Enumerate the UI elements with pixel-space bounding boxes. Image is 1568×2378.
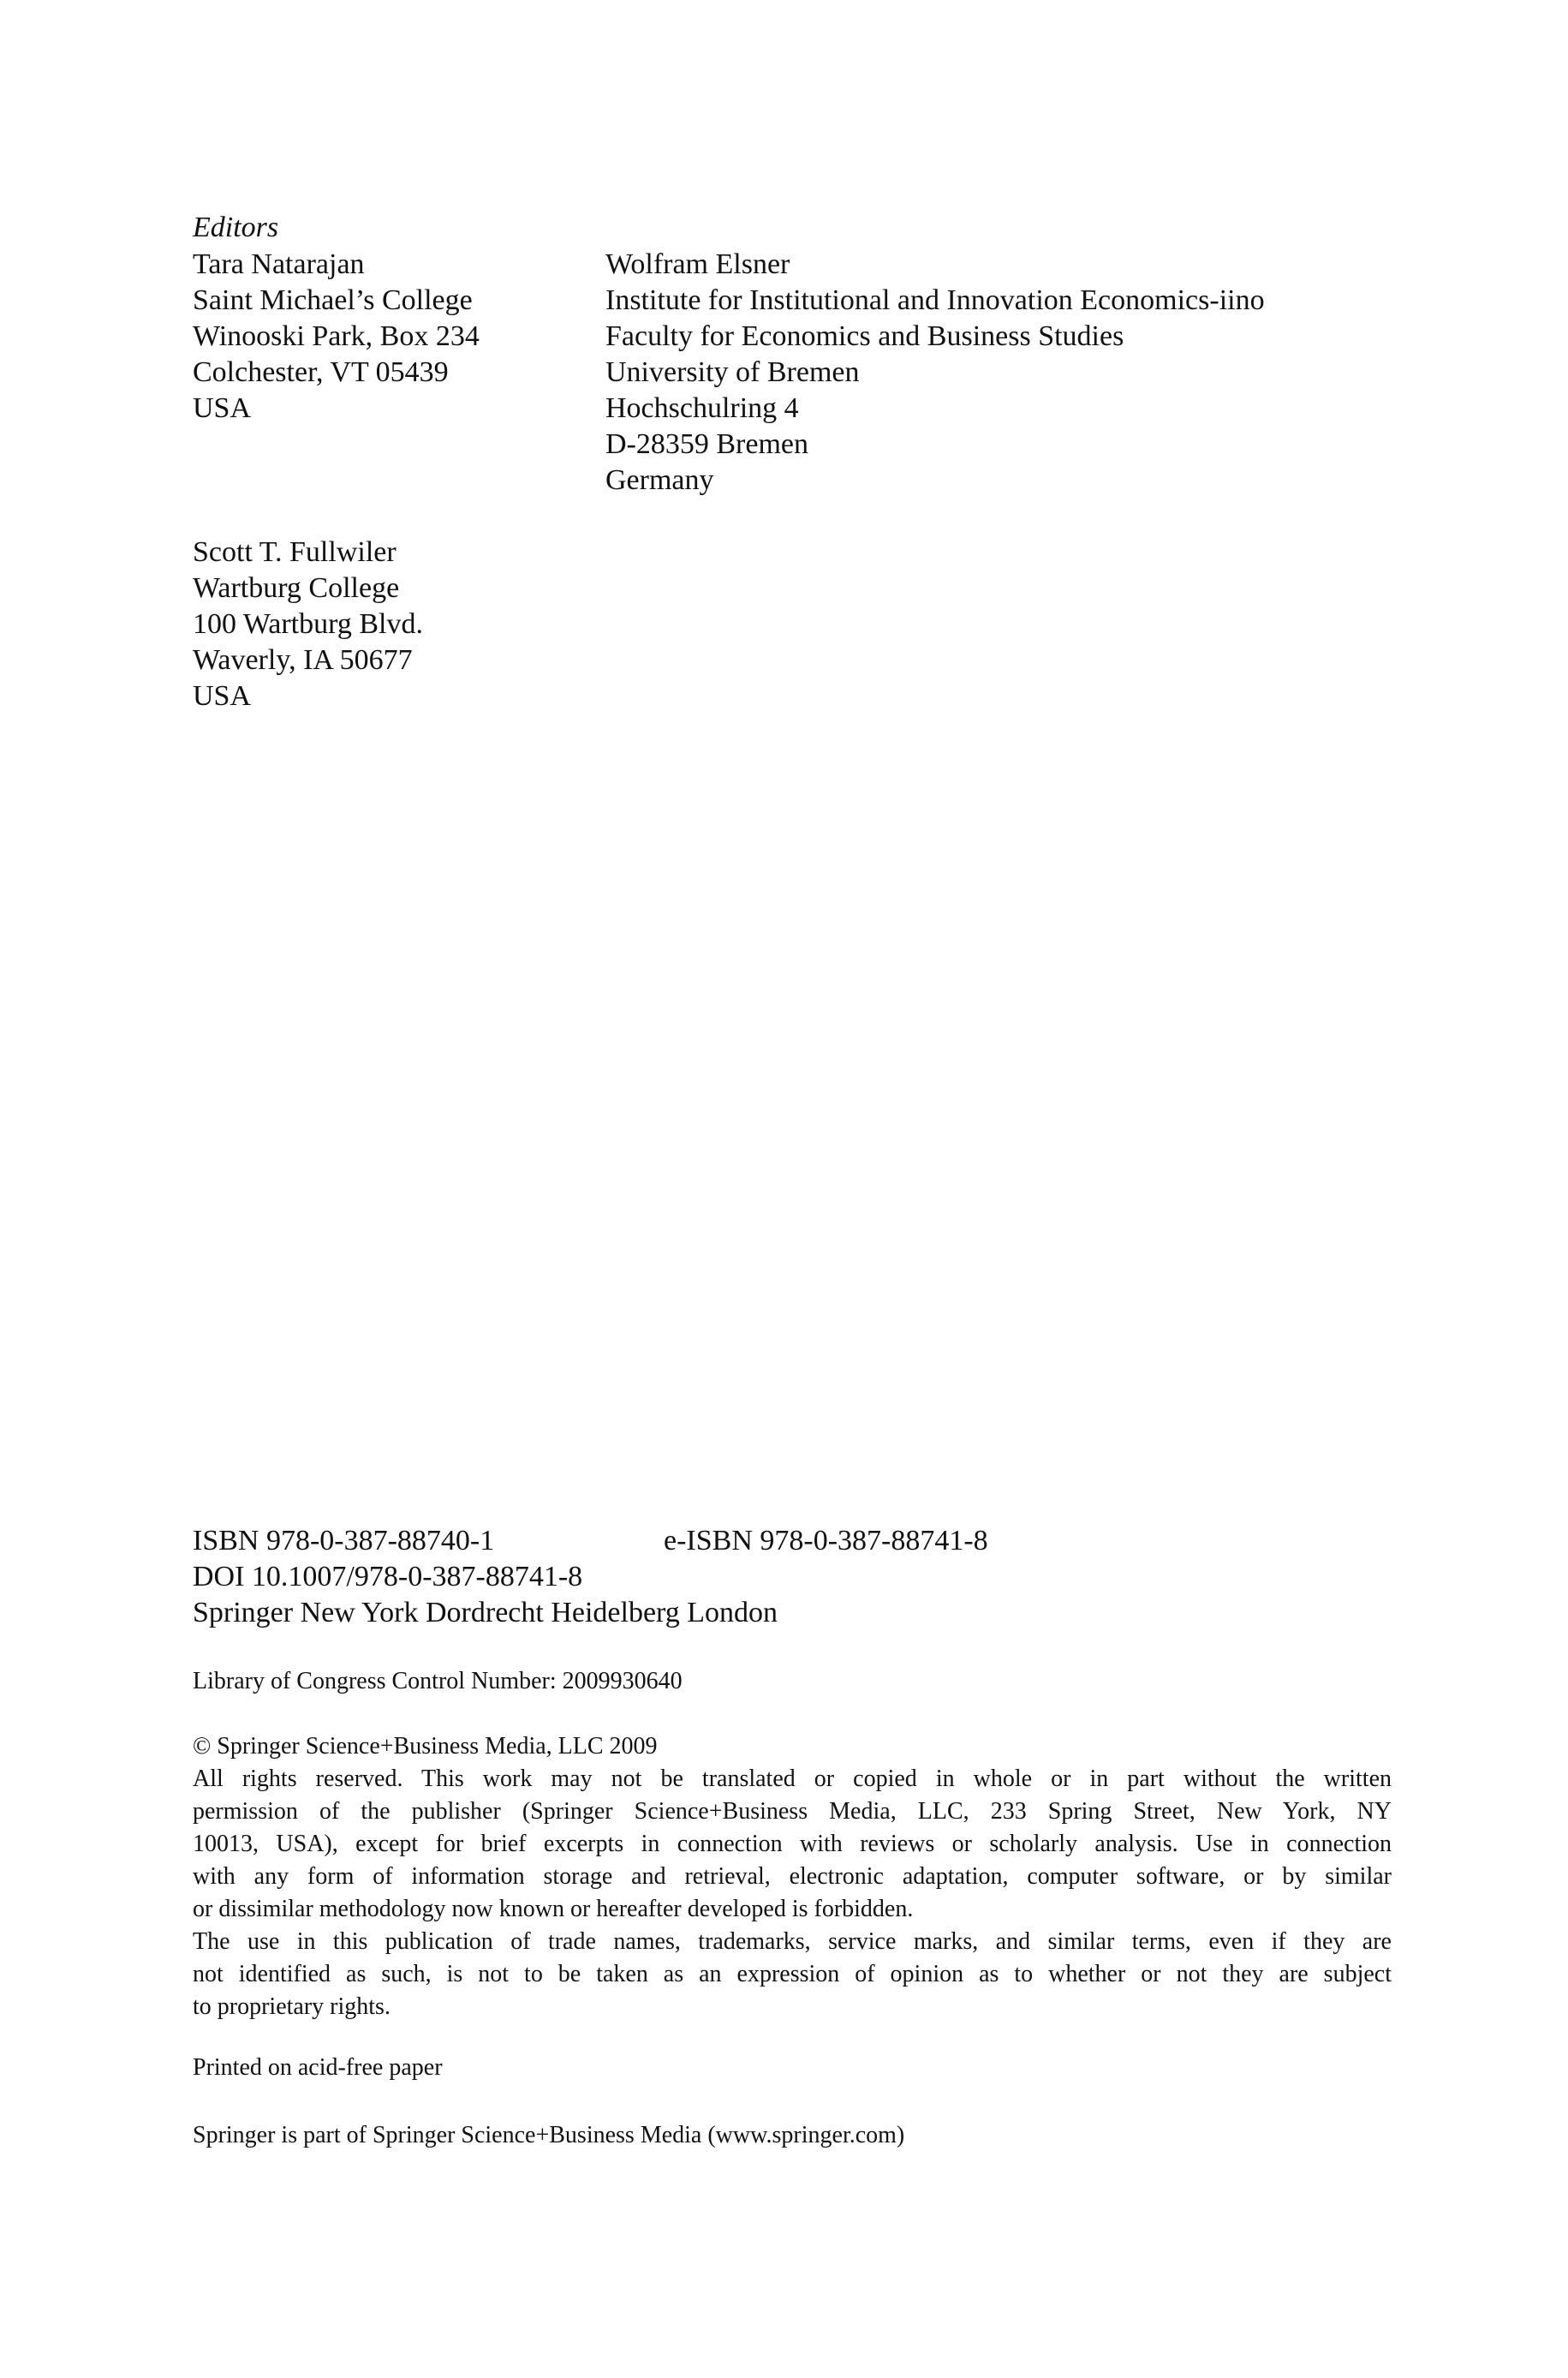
isbn: ISBN 978-0-387-88740-1 bbox=[193, 1525, 495, 1556]
springer-part-note: Springer is part of Springer Science+Business Media (www.springer.com) bbox=[193, 2122, 905, 2148]
editor-affiliation: Saint Michael’s College bbox=[193, 284, 473, 316]
editor-affiliation: Wartburg College bbox=[193, 572, 400, 604]
e-isbn: e-ISBN 978-0-387-88741-8 bbox=[664, 1525, 988, 1556]
editor-name: Scott T. Fullwiler bbox=[193, 536, 396, 568]
rights-line: All rights reserved. This work may not be translated or copied in whole or in part without the written bbox=[193, 1766, 1392, 1792]
trademark-line: The use in this publication of trade names, trademarks, service marks, and similar terms, even if they are bbox=[193, 1928, 1392, 1955]
trademark-line: to proprietary rights. bbox=[193, 1993, 391, 2020]
lccn: Library of Congress Control Number: 2009930640 bbox=[193, 1668, 683, 1694]
editors-heading: Editors bbox=[193, 212, 279, 243]
editor-address-elsner bbox=[605, 247, 1265, 499]
editor-country: USA bbox=[193, 392, 252, 424]
editor-name: Tara Natarajan bbox=[193, 248, 365, 280]
editor-address-line: Waverly, IA 50677 bbox=[193, 644, 413, 676]
editor-affiliation: University of Bremen bbox=[605, 356, 860, 388]
editor-address-natarajan bbox=[193, 247, 480, 427]
rights-line: with any form of information storage and retrieval, electronic adaptation, computer software, or by similar bbox=[193, 1863, 1392, 1890]
rights-line: 10013, USA), except for brief excerpts in connection with reviews or scholarly analysis. Use in connection bbox=[193, 1831, 1392, 1857]
copyright-notice: © Springer Science+Business Media, LLC 2009 bbox=[193, 1733, 658, 1760]
editor-affiliation: Institute for Institutional and Innovation Economics-iino bbox=[605, 284, 1265, 316]
editor-address-fullwiler bbox=[193, 535, 423, 714]
editor-name: Wolfram Elsner bbox=[605, 248, 790, 280]
editor-address-line: Hochschulring 4 bbox=[605, 392, 799, 424]
editor-affiliation: Faculty for Economics and Business Studies bbox=[605, 320, 1124, 352]
publisher-cities: Springer New York Dordrecht Heidelberg London bbox=[193, 1597, 778, 1628]
editor-address-line: Colchester, VT 05439 bbox=[193, 356, 449, 388]
editor-address-line: D-28359 Bremen bbox=[605, 428, 809, 460]
editor-country: USA bbox=[193, 680, 252, 712]
editor-address-line: Winooski Park, Box 234 bbox=[193, 320, 480, 352]
printed-note: Printed on acid-free paper bbox=[193, 2054, 443, 2081]
editor-address-line: 100 Wartburg Blvd. bbox=[193, 608, 423, 640]
rights-line: or dissimilar methodology now known or hereafter developed is forbidden. bbox=[193, 1896, 914, 1922]
trademark-line: not identified as such, is not to be taken as an expression of opinion as to whether or not they are subject bbox=[193, 1961, 1392, 1987]
copyright-notice-block bbox=[193, 1730, 1392, 2023]
editor-country: Germany bbox=[605, 464, 714, 496]
rights-line: permission of the publisher (Springer Science+Business Media, LLC, 233 Spring Street, New York, NY bbox=[193, 1798, 1392, 1825]
doi: DOI 10.1007/978-0-387-88741-8 bbox=[193, 1561, 583, 1592]
